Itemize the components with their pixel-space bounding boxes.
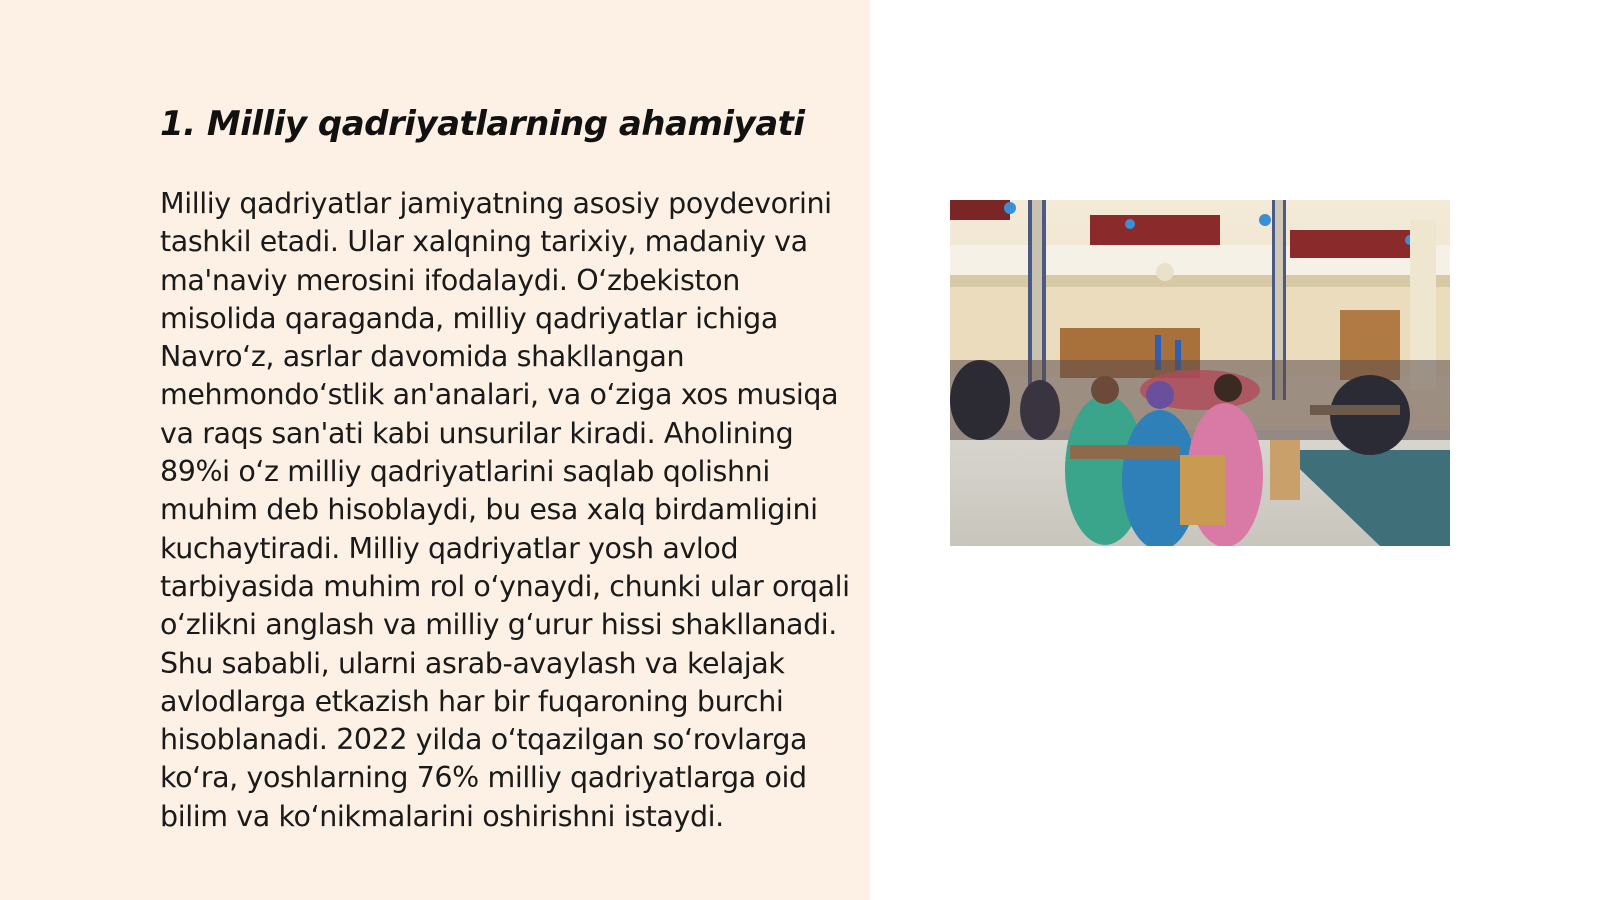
event-hall-photo [950, 200, 1450, 546]
event-hall-photo-illustration [950, 200, 1450, 546]
slide-title: 1. Milliy qadriyatlarning ahamiyati [160, 104, 805, 144]
slide-body-text: Milliy qadriyatlar jamiyatning asosiy poydevorini tashkil etadi. Ular xalqning tarixiy, madaniy va ma'naviy merosini ifodalaydi. O‘zbekiston misolida qaraganda, milliy qadriyatlar ichiga Navro‘z, asrlar davomida shakllangan mehmondo‘stlik an'analari, va o‘ziga xos musiqa va raqs san'ati kabi unsurilar kiradi. Aholining 89%i o‘z milliy qadriyatlarini saqlab qolishni muhim deb hisoblaydi, bu esa xalq birdamligini kuchaytiradi. Milliy qadriyatlar yosh avlod tarbiyasida muhim rol o‘ynaydi, chunki ular orqali o‘zlikni anglash va milliy g‘urur hissi shakllanadi. Shu sababli, ularni asrab-avaylash va kelajak avlodlarga etkazish har bir fuqaroning burchi hisoblanadi. 2022 yilda o‘tqazilgan so‘rovlarga ko‘ra, yoshlarning 76% milliy qadriyatlarga oid bilim va ko‘nikmalarini oshirishni istaydi. [160, 187, 850, 833]
